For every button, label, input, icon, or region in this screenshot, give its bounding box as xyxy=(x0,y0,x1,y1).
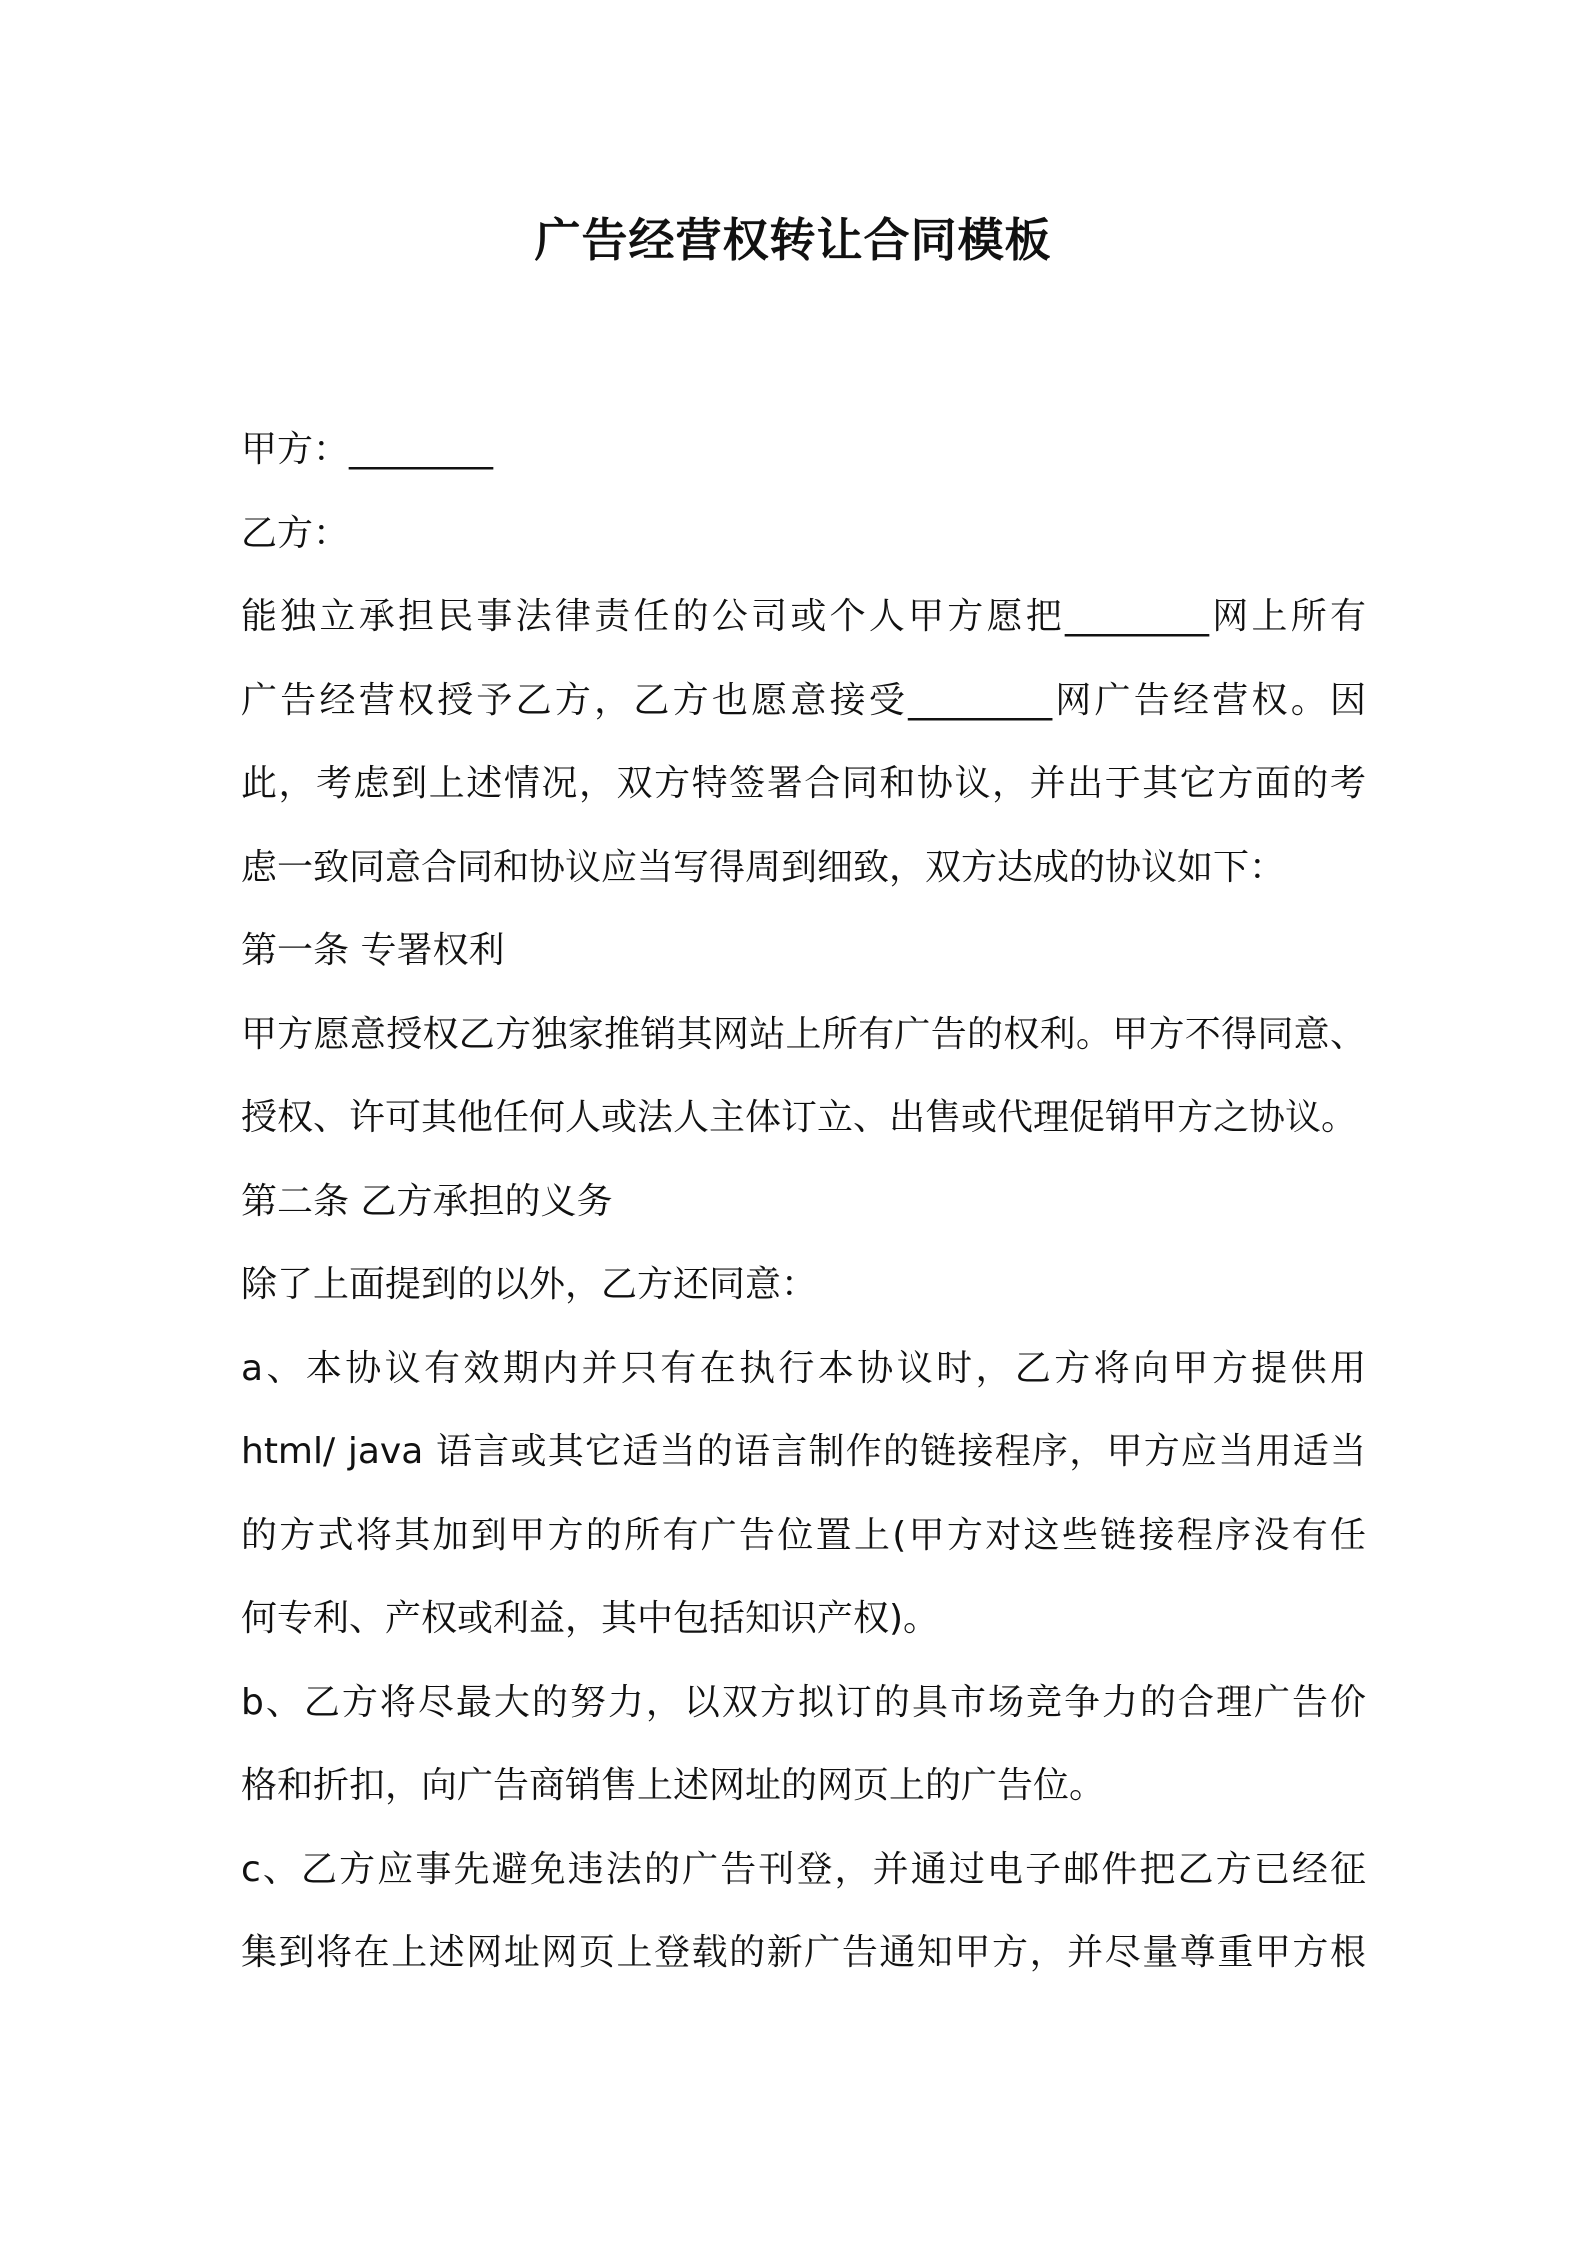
paragraph-line: 的方式将其加到甲方的所有广告位置上(甲方对这些链接程序没有任 xyxy=(241,1514,1366,1556)
paragraph-line: c、乙方应事先避免违法的广告刊登，并通过电子邮件把乙方已经征 xyxy=(241,1848,1366,1890)
party-a-line: 甲方：________ xyxy=(241,429,494,470)
article-heading: 第一条 专署权利 xyxy=(241,930,505,971)
paragraph-line: 除了上面提到的以外，乙方还同意： xyxy=(241,1264,818,1305)
paragraph-line: 此，考虑到上述情况，双方特签署合同和协议，并出于其它方面的考 xyxy=(241,763,1366,804)
paragraph-line: 格和折扣，向广告商销售上述网址的网页上的广告位。 xyxy=(241,1765,1106,1806)
paragraph-line: b、乙方将尽最大的努力，以双方拟订的具市场竞争力的合理广告价 xyxy=(241,1681,1366,1723)
paragraph-line: 甲方愿意授权乙方独家推销其网站上所有广告的权利。甲方不得同意、 xyxy=(241,1013,1366,1055)
paragraph-line: 授权、许可其他任何人或法人主体订立、出售或代理促销甲方之协议。 xyxy=(241,1097,1358,1138)
paragraph-line: 虑一致同意合同和协议应当写得周到细致，双方达成的协议如下： xyxy=(241,846,1286,888)
paragraph-line: 集到将在上述网址网页上登载的新广告通知甲方，并尽量尊重甲方根 xyxy=(241,1932,1366,1973)
article-heading: 第二条 乙方承担的义务 xyxy=(241,1180,613,1222)
paragraph-line: 能独立承担民事法律责任的公司或个人甲方愿把________网上所有 xyxy=(241,596,1366,637)
paragraph-line: html/ java 语言或其它适当的语言制作的链接程序，甲方应当用适当 xyxy=(241,1431,1366,1472)
party-b-line: 乙方： xyxy=(241,512,350,554)
paragraph-line: 何专利、产权或利益，其中包括知识产权)。 xyxy=(241,1598,940,1639)
document-body xyxy=(241,408,1366,1995)
paragraph-line: a、本协议有效期内并只有在执行本协议时，乙方将向甲方提供用 xyxy=(241,1347,1366,1389)
document-title: 广告经营权转让合同模板 xyxy=(534,213,1052,267)
paragraph-line: 广告经营权授予乙方，乙方也愿意接受________网广告经营权。因 xyxy=(241,679,1366,721)
